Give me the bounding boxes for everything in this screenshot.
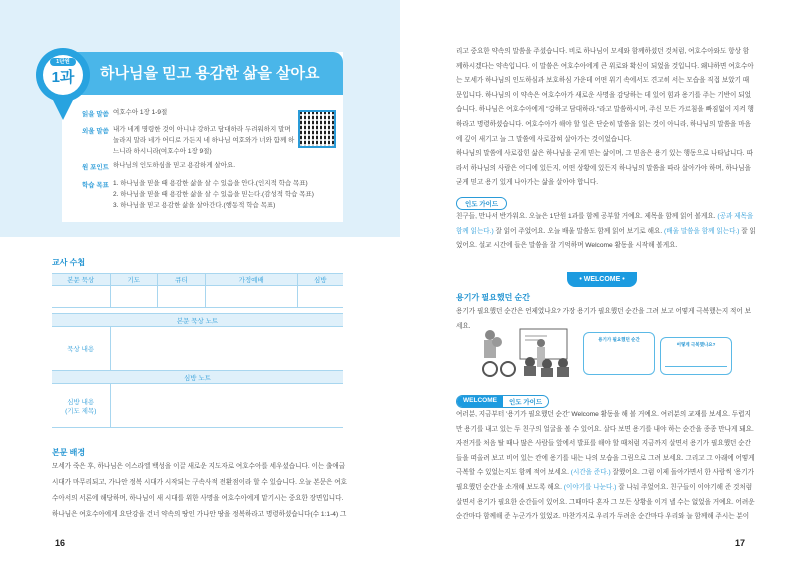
info-label: 원 포인트 xyxy=(82,164,109,171)
info-text: 여호수아 1장 1-9절 xyxy=(113,109,168,116)
drawing-box-moment[interactable]: 용기가 필요했던 순간 xyxy=(583,332,655,375)
qr-code[interactable] xyxy=(298,110,336,148)
page-number-left: 16 xyxy=(55,538,66,548)
writing-box-overcome[interactable]: 어떻게 극복했나요? xyxy=(660,337,732,375)
meditation-label: 묵상 내용 xyxy=(52,327,110,371)
info-text: 하나님의 인도하심을 믿고 용감하게 살아요. xyxy=(113,162,236,169)
activity-title: 용기가 필요했던 순간 xyxy=(456,293,530,302)
column-header: 가정예배 xyxy=(205,274,297,286)
column-header: 기도 xyxy=(110,274,158,286)
unit-badge: 1단원 xyxy=(50,58,76,66)
guide-text: 친구들, 만나서 반가워요. 오늘은 1단원 1과를 함께 공부할 거예요. 제목을 함께 읽어 볼게요. (공과 제목을 함께 읽는다.) 잘 읽어 주었어요. 오늘 배울 말씀도 함께 읽어 보기로 해요. (배울 말씀을 함께 읽는다.) 잘 읽 었어요. 설교 시간에 들은 말씀을 잘 기억하며 Welcome 활동을 시작해 볼게요. xyxy=(456,213,756,250)
welcome-guide-text: 여러분, 지금부터 '용기가 필요했던 순간' Welcome 활동을 해 볼 거예요. 여러분의 교재를 보세요. 두렵지 만 용기를 내고 있는 두 친구의 얼굴을 볼 수 있어요. 살다 보면 용기를 내야 하는 순간을 종종 만나게 돼요. 자전거를 처음 탈 때나 많은 사람들 앞에서 발표를 해야 할 때처럼 지금까지 살면서 용기가 필요했던 순간 들을 떠올려 보고 비어 있는 칸에 용기를 내는 나의 모습을 그림으로 그려 보세요. 그리고 그 아래에 어떻게 극복할 수 있었는지도 함께 적어 보세요. (시간을 준다.) 잘했어요. 그럼 이제 돌아가면서 한 사람씩 '용기가 필요했던 순간'을 소개해 보도록 해요. (이야기를 나눈다.) 잘 나눠 주었어요. 친구들이 이야기해 준 것처럼 살면서 용기가 필요한 순간들이 있어요. 그때마다 혼자 그 모든 상황을 이겨 낼 수는 없었을 거예요. 어려운 순간마다 함께해 준 누군가가 있었죠. 마찬가지로 우리가 두려운 순간마다 우리와 늘 함께해 주시는 분이 xyxy=(456,411,755,521)
illustration-image xyxy=(475,327,575,377)
lesson-title: 하나님을 믿고 용감한 삶을 살아요 xyxy=(100,65,320,82)
visit-label: 심방 내용 (기도 제목) xyxy=(52,384,110,428)
teacher-notebook-table xyxy=(52,273,343,428)
info-text: 내가 네게 명령한 것이 아니냐 강하고 담대하라 두려워하지 말며 놀라지 말라 네가 어디로 가든지 네 하나님 여호와가 너와 함께 하 느니라 하시니라(여호수아 1장 9절) xyxy=(113,126,295,155)
background-title: 본문 배경 xyxy=(52,448,86,457)
column-header: 본문 묵상 xyxy=(52,274,110,286)
activity-text: 용기가 필요했던 순간은 언제였나요? 가장 용기가 필요했던 순간을 그려 보고 어떻게 극복했는지 적어 보 세요. xyxy=(456,308,752,330)
info-label: 학습 목표 xyxy=(82,182,109,189)
column-header: 큐티 xyxy=(158,274,206,286)
visit-header: 심방 노트 xyxy=(52,371,343,384)
guide-badge: 인도 가이드 xyxy=(456,197,507,210)
info-label: 외울 말씀 xyxy=(82,128,109,135)
background-text: 모세가 죽은 후, 하나님은 이스라엘 백성을 이끌 새로운 지도자로 여호수아를 세우셨습니다. 이는 출애굽 시대가 마무리되고, 가나안 정복 시대가 시작되는 구속사적 전환점이라 할 수 있습니다. 오늘 본문은 여호 수아서의 서론에 해당하며, 하나님이 새 시대를 위한 사명을 여호수아에게 맡기시는 중요한 장면입니다. 하나님은 여호수아에게 요단강을 건너 약속의 땅인 가나안 땅을 정복하라고 명령하셨습니다(수 1:1-4) 그 xyxy=(52,463,347,518)
page-number-right: 17 xyxy=(735,538,746,548)
column-header: 심방 xyxy=(297,274,343,286)
meditation-header: 본문 묵상 노트 xyxy=(52,314,343,327)
welcome-guide-badge: WELCOME 인도 가이드 xyxy=(456,395,549,408)
lesson-number: 1과 xyxy=(51,69,75,86)
body-text: 리고 중요한 약속의 말씀을 주셨습니다. 비로 하나님이 모세와 함께하셨던 것처럼, 여호수아와도 항상 함 께하시겠다는 약속입니다. 이 말씀은 여호수아에게 큰 위로와 확신이 되었을 것입니다. 왜냐하면 여호수아 는 모세가 하나님의 인도하심과 보호하심 가운데 어떤 위기 속에서도 견고히 서는 모습을 직접 보았기 때 문입니다. 하나님의 이 약속은 여호수아가 새로운 사명을 감당하는 데 있어 힘과 용기를 주는 기반이 되었 습니다. 하나님은 여호수아에게 "강하고 담대하라."라고 말씀하시며, 주신 모든 가르침을 빠짐없이 지켜 행 하라고 명령하셨습니다. 여호수아가 해야 할 일은 단순히 말씀을 읽는 것이 아니라, 하나님의 말씀을 마음 에 깊이 새기고 늘 그 말씀에 사로잡혀 살아가는 것이었습니다. 하나님의 말씀에 사로잡힌 삶은 하나님을 굳게 믿는 삶이며, 그 믿음은 용기 있는 행동으로 나타납니다. 따 라서 하나님의 사람은 어디에 있든지, 어떤 상황에 있든지 하나님의 말씀을 따라 살아가야 하며, 하나님을 굳게 믿고 용기 있게 나아가는 삶을 살아야 합니다. xyxy=(456,48,754,187)
notebook-title: 교사 수첩 xyxy=(52,258,86,267)
info-text: 1. 하나님을 믿을 때 용감한 삶을 살 수 있음을 안다.(인지적 학습 목표) 2. 하나님을 믿을 때 용감한 삶을 살 수 있음을 믿는다.(감성적 학습 목표) 3. 하나님을 믿고 용감한 삶을 살아간다.(행동적 학습 목표) xyxy=(113,180,314,209)
info-label: 읽을 말씀 xyxy=(82,111,109,118)
welcome-banner: • WELCOME • xyxy=(567,272,637,287)
